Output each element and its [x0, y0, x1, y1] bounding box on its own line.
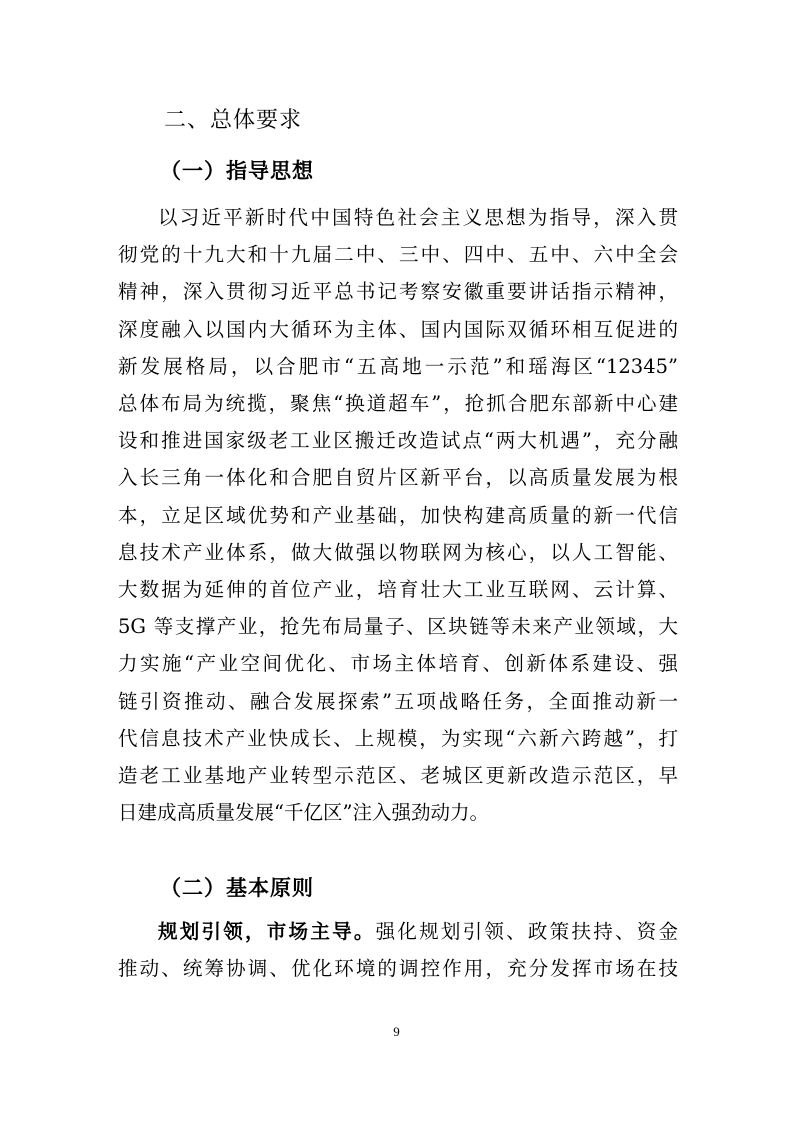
principle-text: 强化规划引领、政策扶持、资金: [375, 920, 678, 943]
paragraph-line: [118, 913, 678, 950]
paragraph-line: 入长三角一体化和合肥自贸片区新平台，以高质量发展为根: [118, 466, 678, 490]
paragraph-line: 造老工业基地产业转型示范区、老城区更新改造示范区，早: [118, 764, 678, 788]
paragraph-line: 本，立足区域优势和产业基础，加快构建高质量的新一代信: [118, 503, 678, 527]
paragraph-line: 新发展格局，以合肥市“五高地一示范”和瑶海区“12345”: [118, 354, 678, 378]
subsection-heading-guiding-thought: （一）指导思想: [160, 159, 314, 183]
paragraph-line: 彻党的十九大和十九届二中、三中、四中、五中、六中全会: [118, 243, 678, 267]
paragraph-line: 代信息技术产业快成长、上规模，为实现“六新六跨越”，打: [118, 726, 678, 750]
paragraph-line: 总体布局为统揽，聚焦“换道超车”，抢抓合肥东部新中心建: [118, 392, 678, 416]
paragraph-line: 大数据为延伸的首位产业，培育壮大工业互联网、云计算、: [118, 578, 678, 602]
paragraph-line: 深度融入以国内大循环为主体、国内国际双循环相互促进的: [118, 317, 678, 341]
paragraph-line: 设和推进国家级老工业区搬迁改造试点“两大机遇”，充分融: [118, 429, 678, 453]
paragraph-line: 息技术产业体系，做大做强以物联网为核心，以人工智能、: [118, 540, 678, 564]
page-number: 9: [393, 1024, 400, 1039]
paragraph-line: 5G 等支撑产业，抢先布局量子、区块链等未来产业领域，大: [118, 615, 678, 639]
paragraph-guiding-thought: [118, 199, 678, 831]
subsection-heading-basic-principles: （二）基本原则: [160, 876, 314, 900]
section-heading: 二、总体要求: [164, 108, 303, 133]
paragraph-line: 推动、统筹协调、优化环境的调控作用，充分发挥市场在技: [118, 957, 678, 981]
paragraph-line: 日建成高质量发展“千亿区”注入强劲动力。: [118, 801, 489, 825]
paragraph-line: 以习近平新时代中国特色社会主义思想为指导，深入贯: [158, 206, 678, 229]
paragraph-line: 精神，深入贯彻习近平总书记考察安徽重要讲话指示精神，: [118, 280, 678, 304]
paragraph-line: 链引资推动、融合发展探索”五项战略任务，全面推动新一: [118, 689, 678, 713]
paragraph-basic-principles: [118, 913, 678, 987]
paragraph-line: 力实施“产业空间优化、市场主体培育、创新体系建设、强: [118, 652, 678, 676]
principle-lead: 规划引领，市场主导。: [158, 920, 376, 943]
